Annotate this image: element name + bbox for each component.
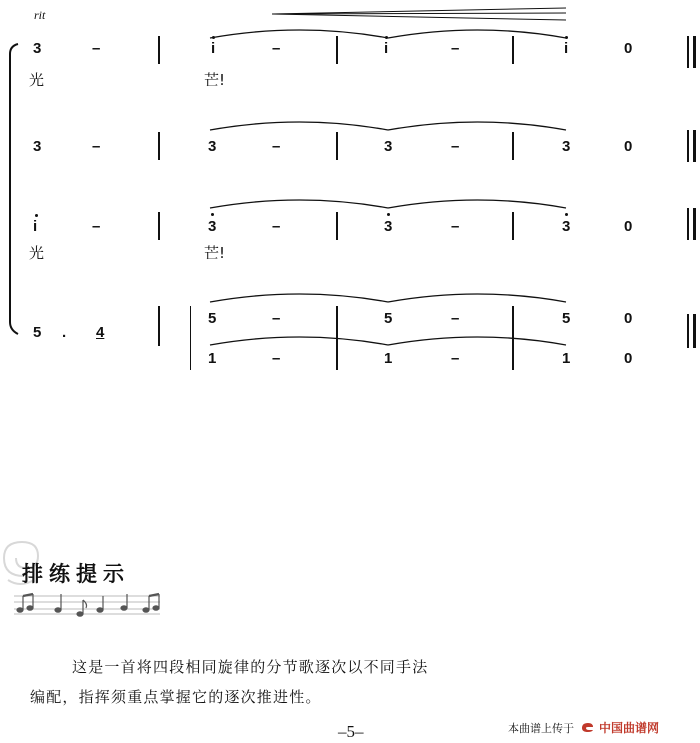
- rehearsal-text-line2: 编配，指挥须重点掌握它的逐次推进性。: [30, 688, 322, 706]
- rest-r5: 0: [624, 350, 633, 367]
- dash-r4-1: –: [272, 310, 281, 327]
- note-r2-3: 3: [384, 138, 393, 155]
- tie-row2-a: [210, 122, 388, 130]
- tie-row5-a: [210, 337, 388, 345]
- rehearsal-heading: 排练提示: [22, 562, 130, 586]
- note-r4-2: 4: [96, 324, 105, 341]
- note-r2-4: 3: [562, 138, 571, 155]
- note-r5-2: 1: [384, 350, 393, 367]
- rest-r3: 0: [624, 218, 633, 235]
- high-octave-dot: [565, 36, 568, 39]
- dash-r2-1: –: [92, 138, 101, 155]
- system-bracket: [10, 44, 18, 334]
- high-octave-dot: [211, 213, 214, 216]
- note-r3-1: i: [33, 218, 38, 235]
- dash-r3-3: –: [451, 218, 460, 235]
- dash-r1-2: –: [272, 40, 281, 57]
- ties: [210, 30, 569, 345]
- high-octave-dot: [387, 213, 390, 216]
- site-logo-icon: [580, 722, 594, 733]
- dash-r3-2: –: [272, 218, 281, 235]
- tie-row1-a: [210, 30, 388, 38]
- lyric-r3-2: 芒!: [204, 244, 226, 262]
- high-octave-dot: [385, 36, 388, 39]
- tie-row5-b: [388, 337, 566, 345]
- rest-r1: 0: [624, 40, 633, 57]
- dash-r1-3: –: [451, 40, 460, 57]
- note-r1-3: i: [384, 40, 389, 57]
- tie-row1-b: [388, 30, 566, 38]
- high-octave-dot: [35, 214, 38, 217]
- dash-r3-1: –: [92, 218, 101, 235]
- note-r4-3: 5: [208, 310, 217, 327]
- page-number: –5–: [338, 722, 364, 741]
- tie-row4-b: [388, 294, 566, 302]
- tie-row4-a: [210, 294, 388, 302]
- note-r4-5: 5: [562, 310, 571, 327]
- note-r4-1: 5: [33, 324, 42, 341]
- note-r2-2: 3: [208, 138, 217, 155]
- site-brand: 中国曲谱网: [599, 721, 660, 735]
- hairpin-decrescendo: [272, 8, 566, 20]
- note-r2-1: 3: [33, 138, 42, 155]
- note-r1-1: 3: [33, 40, 42, 57]
- tie-row2-b: [388, 122, 566, 130]
- note-r4-4: 5: [384, 310, 393, 327]
- dash-r4-2: –: [451, 310, 460, 327]
- note-r3-2: 3: [208, 218, 217, 235]
- upload-text: 本曲谱上传于: [508, 722, 574, 735]
- rest-r4: 0: [624, 310, 633, 327]
- lyric-r1-2: 芒!: [204, 71, 226, 89]
- lyric-r3-1: 光: [29, 244, 45, 262]
- dash-r2-3: –: [451, 138, 460, 155]
- note-r3-3: 3: [384, 218, 393, 235]
- dot-r4: .: [62, 324, 67, 341]
- note-r1-2: i: [211, 40, 216, 57]
- note-r5-1: 1: [208, 350, 217, 367]
- dash-r5-2: –: [451, 350, 460, 367]
- lyric-r1-1: 光: [29, 71, 45, 89]
- note-r3-4: 3: [562, 218, 571, 235]
- music-notes-icon: [14, 594, 160, 616]
- dash-r2-2: –: [272, 138, 281, 155]
- note-r5-3: 1: [562, 350, 571, 367]
- dash-r5-1: –: [272, 350, 281, 367]
- tie-row3-a: [210, 200, 388, 208]
- site-watermark: [508, 719, 659, 736]
- high-octave-dot: [212, 36, 215, 39]
- note-r1-4: i: [564, 40, 569, 57]
- rehearsal-text-line1: 这是一首将四段相同旋律的分节歌逐次以不同手法: [72, 658, 429, 676]
- rest-r2: 0: [624, 138, 633, 155]
- dash-r1-1: –: [92, 40, 101, 57]
- tie-row3-b: [388, 200, 566, 208]
- tempo-marking: rit: [34, 8, 46, 22]
- high-octave-dot: [565, 213, 568, 216]
